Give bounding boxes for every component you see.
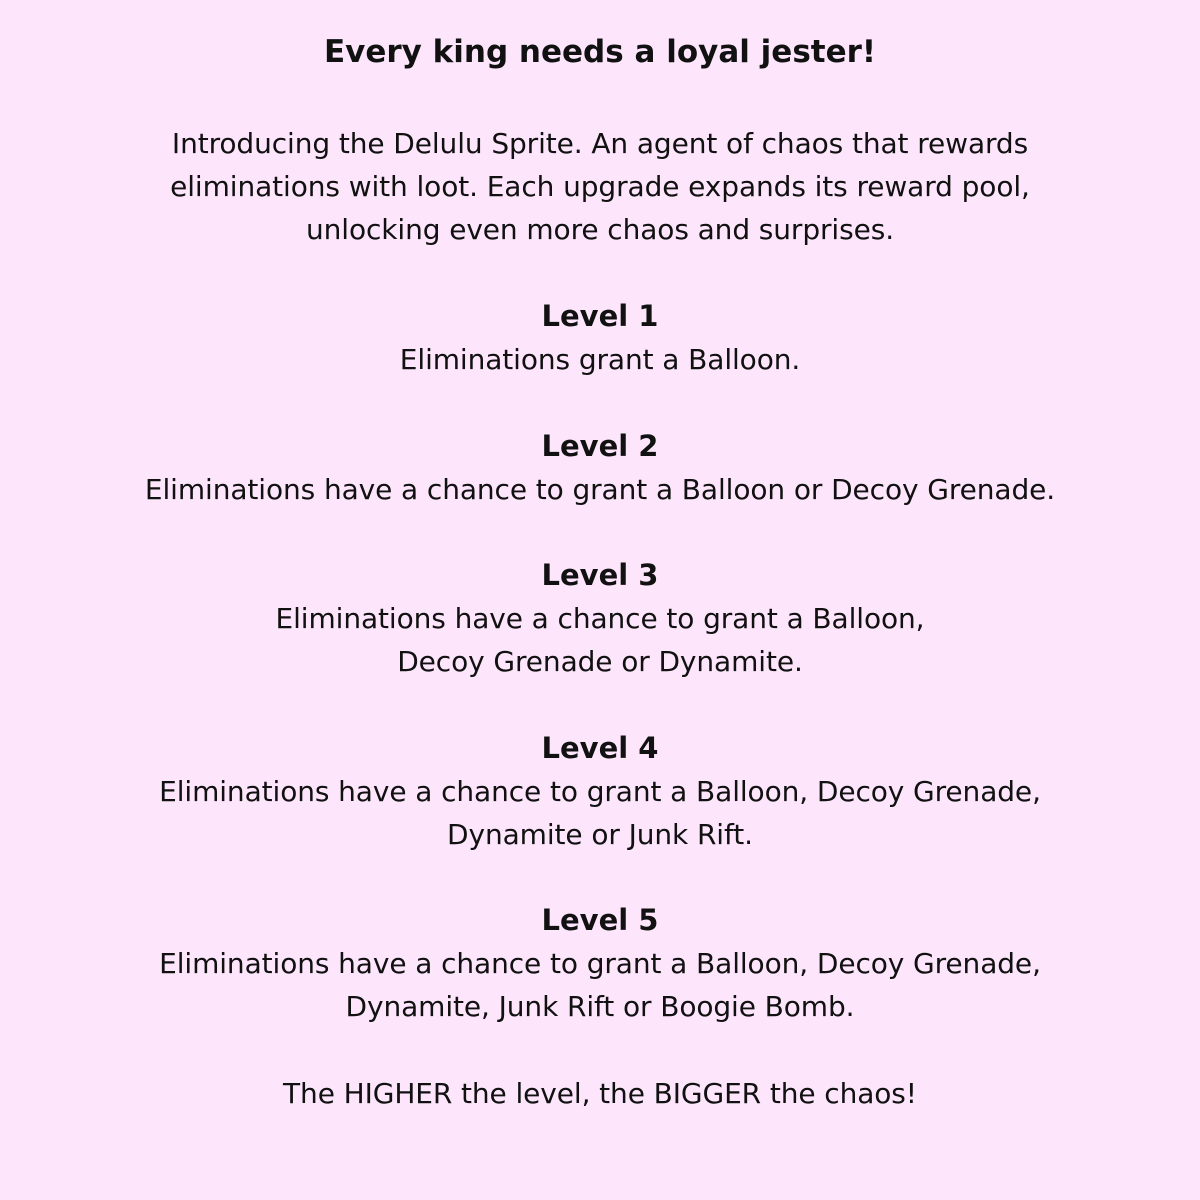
- level-2-heading: Level 2: [541, 429, 659, 463]
- level-3-description-line-1: Eliminations have a chance to grant a Balloon,: [275, 602, 925, 635]
- intro-line-3: unlocking even more chaos and surprises.: [305, 213, 895, 246]
- level-1-heading: Level 1: [541, 299, 659, 333]
- level-3-heading: Level 3: [541, 558, 659, 592]
- level-4-description-line-2: Dynamite or Junk Rift.: [447, 818, 753, 851]
- closing-line: The HIGHER the level, the BIGGER the chaos!: [283, 1077, 917, 1110]
- level-5-description-line-1: Eliminations have a chance to grant a Balloon, Decoy Grenade,: [159, 947, 1041, 980]
- level-5-description-line-2: Dynamite, Junk Rift or Boogie Bomb.: [345, 990, 855, 1023]
- level-1-description: Eliminations grant a Balloon.: [399, 343, 801, 376]
- level-4-heading: Level 4: [541, 731, 659, 765]
- level-5-heading: Level 5: [541, 903, 659, 937]
- intro-line-1: Introducing the Delulu Sprite. An agent of chaos that rewards: [171, 127, 1029, 160]
- level-4-description-line-1: Eliminations have a chance to grant a Balloon, Decoy Grenade,: [159, 775, 1041, 808]
- page-title: Every king needs a loyal jester!: [323, 34, 877, 70]
- level-3-description-line-2: Decoy Grenade or Dynamite.: [397, 645, 803, 678]
- level-2-description: Eliminations have a chance to grant a Balloon or Decoy Grenade.: [144, 473, 1056, 506]
- intro-line-2: eliminations with loot. Each upgrade expands its reward pool,: [170, 170, 1030, 203]
